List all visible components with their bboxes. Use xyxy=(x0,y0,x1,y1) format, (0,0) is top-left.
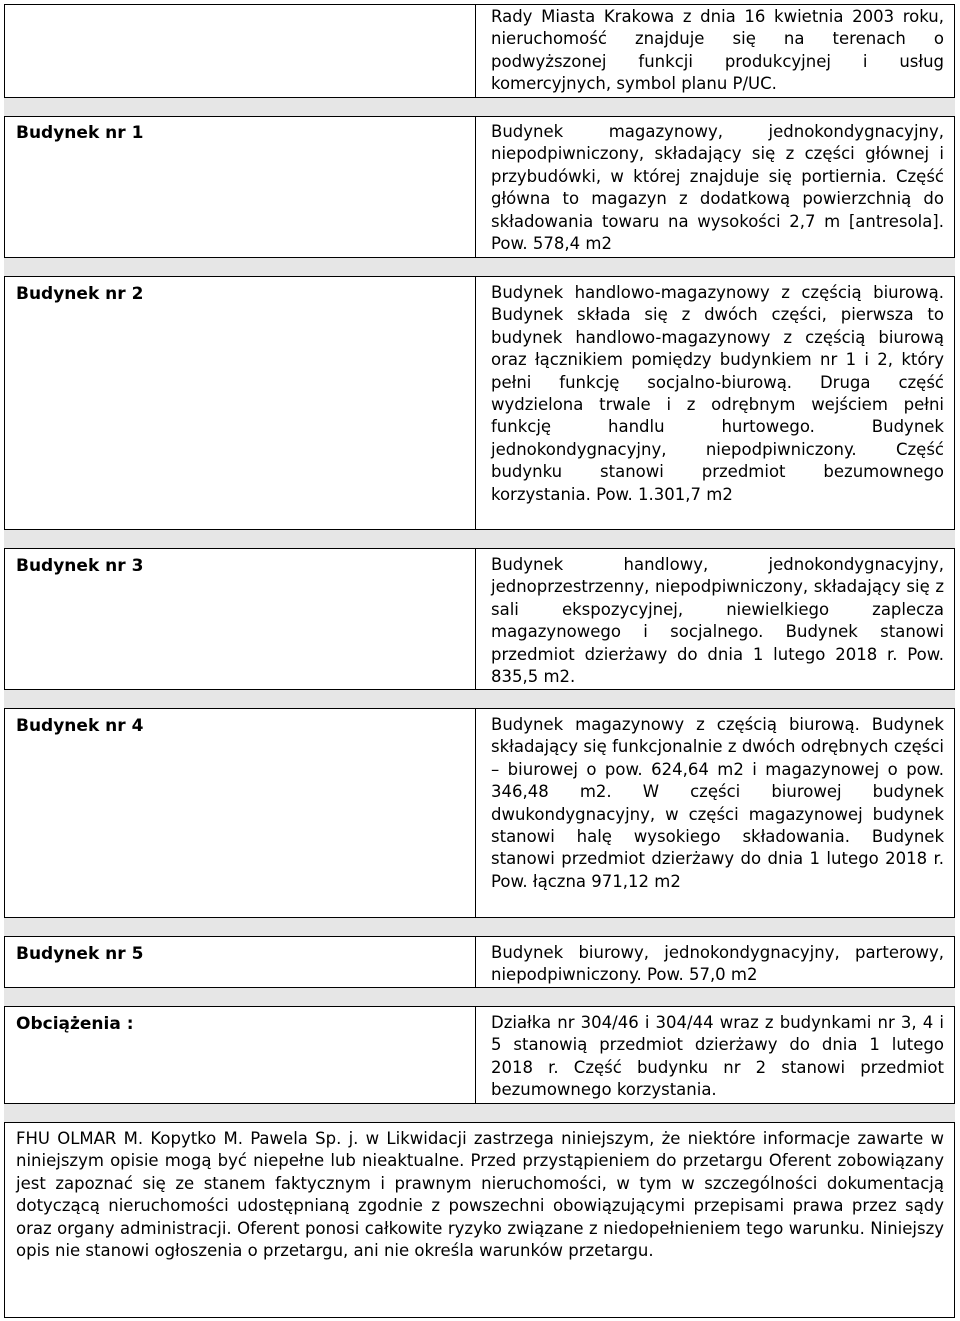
disclaimer-text: FHU OLMAR M. Kopytko M. Pawela Sp. j. w Likwidacji zastrzega niniejszym, że niektóre informacje zawarte w niniejszym opisie mogą być niepełne lub nieaktualne. Przed przystąpieniem do przetargu Oferent zobowiązany jest zapoznać się ze stanem faktycznym i prawnym nieruchomości, w tym w szczególności dokumentacją dotyczącą nieruchomości udostępnianą zgodnie z powszechni obowiązującymi przepisami prawa przez sądy oraz organy administracji. Oferent ponosi całkowite ryzyko związane z niedopełnieniem tego warunku. Niniejszy opis nie stanowi ogłoszenia o przetargu, ani nie określa warunków przetargu. xyxy=(16,1129,944,1261)
row-separator xyxy=(4,689,955,709)
building-5-label: Budynek nr 5 xyxy=(16,944,144,964)
building-4-description: Budynek magazynowy z częścią biurową. Budynek składający się funkcjonalnie z dwóch odrębnych części – biurowej o pow. 624,64 m2 i magazynowej o pow. 346,48 m2. W części biurowej budynek dwukondygnacyjny, w części magazynowej budynek stanowi halę wysokiego składowania. Budynek stanowi przedmiot dzierżawy do dnia 1 lutego 2018 r. Pow. łączna 971,12 m2 xyxy=(491,715,944,891)
building-3-description: Budynek handlowy, jednokondygnacyjny, jednoprzestrzenny, niepodpiwniczony, składający się z sali ekspozycyjnej, niewielkiego zaplecza magazynowego i socjalnego. Budynek stanowi przedmiot dzierżawy do dnia 1 lutego 2018 r. Pow. 835,5 m2. xyxy=(491,555,944,687)
column-divider xyxy=(475,709,476,917)
building-2-label: Budynek nr 2 xyxy=(16,284,144,304)
building-4-label: Budynek nr 4 xyxy=(16,716,144,736)
column-divider xyxy=(475,117,476,257)
column-divider xyxy=(475,549,476,689)
row-separator xyxy=(4,529,955,549)
row-separator xyxy=(4,97,955,117)
row-separator xyxy=(4,1103,955,1123)
plan-description-text: Rady Miasta Krakowa z dnia 16 kwietnia 2003 roku, nieruchomość znajduje się na terenach o podwyższonej funkcji produkcyjnej i usług komercyjnych, symbol planu P/UC. xyxy=(491,7,944,94)
building-1-description: Budynek magazynowy, jednokondygnacyjny, niepodpiwniczony, składający się z części głównej i przybudówki, w której znajduje się portiernia. Część główna to magazyn z dodatkową powierzchnią do składowania towaru na wysokości 2,7 m [antresola]. Pow. 578,4 m2 xyxy=(491,122,944,254)
column-divider xyxy=(475,277,476,529)
building-1-label: Budynek nr 1 xyxy=(16,123,144,143)
building-2-description: Budynek handlowo-magazynowy z częścią biurową. Budynek składa się z dwóch części, pierwsza to budynek handlowo-magazynowy z częścią biurową oraz łącznikiem pomiędzy budynkiem nr 1 i 2, który pełni funkcję socjalno-biurową. Druga część wydzielona trwale i z odrębnym wejściem pełni funkcję handlu hurtowego. Budynek jednokondygnacyjny, niepodpiwniczony. Część budynku stanowi przedmiot bezumownego korzystania. Pow. 1.301,7 m2 xyxy=(491,283,944,504)
column-divider xyxy=(475,4,476,97)
building-3-label: Budynek nr 3 xyxy=(16,556,144,576)
row-separator xyxy=(4,987,955,1007)
encumbrances-label: Obciążenia : xyxy=(16,1014,134,1034)
column-divider xyxy=(475,937,476,987)
row-separator xyxy=(4,917,955,937)
row-separator xyxy=(4,257,955,277)
column-divider xyxy=(475,1007,476,1103)
building-5-description: Budynek biurowy, jednokondygnacyjny, parterowy, niepodpiwniczony. Pow. 57,0 m2 xyxy=(491,943,944,985)
encumbrances-description: Działka nr 304/46 i 304/44 wraz z budynkami nr 3, 4 i 5 stanowią przedmiot dzierżawy do dnia 1 lutego 2018 r. Część budynku nr 2 stanowi przedmiot bezumownego korzystania. xyxy=(491,1013,944,1100)
